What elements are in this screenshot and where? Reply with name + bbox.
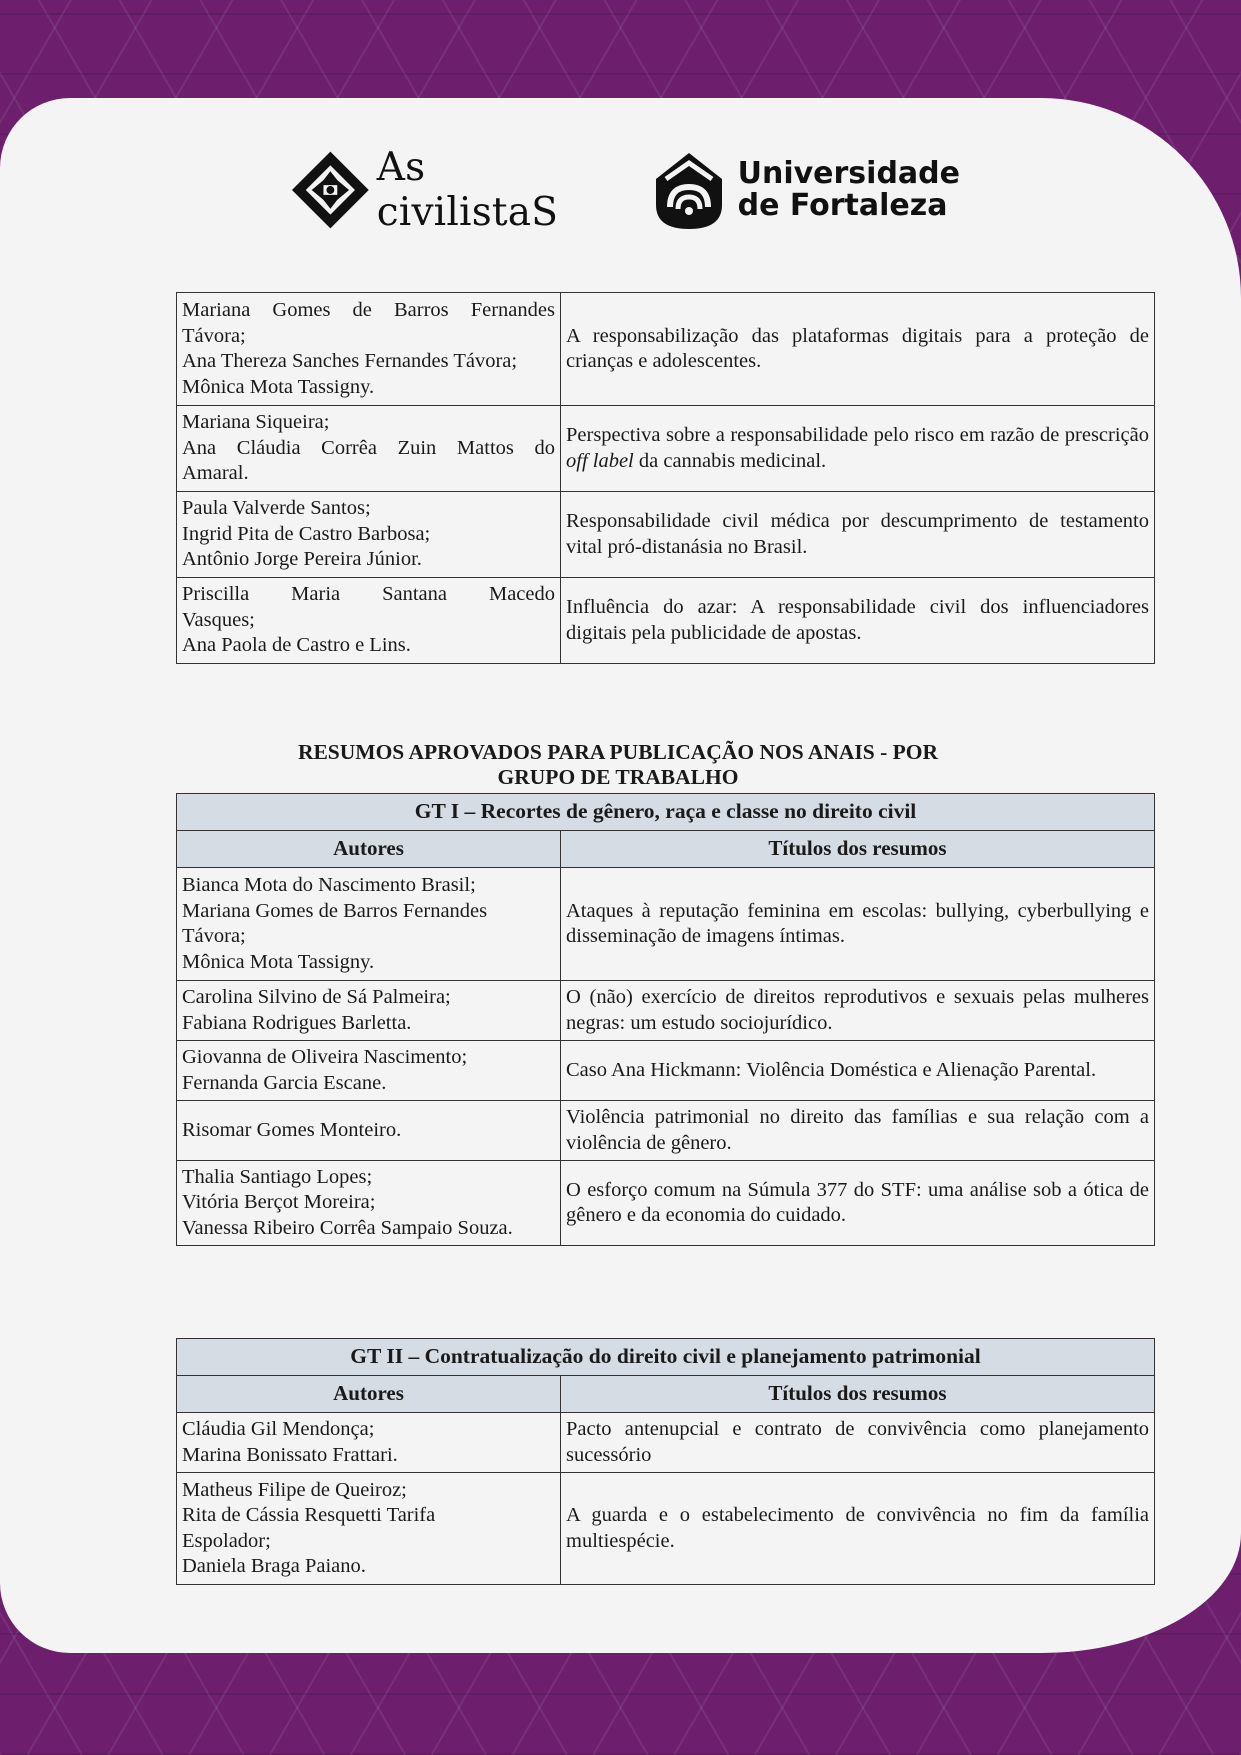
gt2-heading-row — [177, 1339, 1155, 1376]
author-line: Mariana Gomes de Barros Fernandes — [182, 299, 555, 321]
title-italic: off label — [566, 449, 634, 472]
author-line: Vasques; — [182, 608, 255, 631]
author-line: Vitória Berçot Moreira; — [182, 1191, 376, 1214]
gt1-heading-row — [177, 794, 1155, 831]
author-line: Daniela Braga Paiano. — [182, 1555, 366, 1577]
title-cell: Pacto antenupcial e contrato de convivência como planejamento sucessório — [561, 1413, 1155, 1473]
authors-cell — [177, 1101, 561, 1161]
column-header-authors: Autores — [177, 831, 561, 868]
table-row — [177, 1413, 1155, 1473]
gt2-table — [176, 1338, 1155, 1585]
title-text: da cannabis medicinal. — [633, 449, 827, 472]
table-row — [177, 1161, 1155, 1246]
gt2-heading: GT II – Contratualização do direito civil e planejamento patrimonial — [177, 1339, 1155, 1376]
civilistas-emblem-icon — [290, 149, 371, 231]
section-heading — [176, 740, 1060, 790]
author-line: Marina Bonissato Frattari. — [182, 1443, 398, 1466]
title-cell: Influência do azar: A responsabilidade civil dos influenciadores digitais pela publicidade de apostas. — [561, 578, 1155, 664]
author-line: Ana Thereza Sanches Fernandes Távora; — [182, 350, 518, 372]
column-header-titles: Títulos dos resumos — [561, 831, 1155, 868]
title-cell: Violência patrimonial no direito das famílias e sua relação com a violência de gênero. — [561, 1101, 1155, 1161]
author-line: Rita de Cássia Resquetti Tarifa — [182, 1504, 436, 1526]
table-row — [177, 1041, 1155, 1101]
author-line: Paula Valverde Santos; — [182, 497, 371, 520]
table-row — [177, 293, 1155, 406]
section-heading-line2: GRUPO DE TRABALHO — [497, 765, 739, 789]
author-line: Mônica Mota Tassigny. — [182, 375, 375, 398]
title-cell: Caso Ana Hickmann: Violência Doméstica e Alienação Parental. — [561, 1041, 1155, 1101]
author-line: Ana Cláudia Corrêa Zuin Mattos do — [182, 436, 555, 459]
author-line: Mariana Siqueira; — [182, 411, 330, 434]
title-cell: A guarda e o estabelecimento de convivência no fim da família multiespécie. — [561, 1473, 1155, 1585]
author-line: Távora; — [182, 324, 246, 347]
authors-cell — [177, 981, 561, 1041]
gt1-column-header-row — [177, 831, 1155, 868]
unifor-line1: Universidade — [737, 156, 960, 191]
gt1-table — [176, 793, 1155, 1246]
civilistas-wordmark: As civilistaS — [376, 145, 559, 235]
table-row — [177, 578, 1155, 664]
author-line: Thalia Santiago Lopes; — [182, 1165, 373, 1188]
authors-cell — [177, 1413, 561, 1473]
author-line: Ingrid Pita de Castro Barbosa; — [182, 522, 431, 545]
title-cell: O (não) exercício de direitos reprodutivos e sexuais pelas mulheres negras: um estudo sociojurídico. — [561, 981, 1155, 1041]
authors-cell — [177, 578, 561, 664]
authors-cell — [177, 1041, 561, 1101]
title-cell: Responsabilidade civil médica por descumprimento de testamento vital pró-distanásia no Brasil. — [561, 492, 1155, 578]
author-line: Cláudia Gil Mendonça; — [182, 1418, 375, 1440]
author-line: Mônica Mota Tassigny. — [182, 950, 375, 973]
table-row — [177, 981, 1155, 1041]
author-line: Priscilla Maria Santana Macedo — [182, 583, 555, 606]
author-line: Amaral. — [182, 462, 249, 485]
title-cell — [561, 406, 1155, 492]
author-line: Risomar Gomes Monteiro. — [182, 1118, 402, 1141]
table-row — [177, 1473, 1155, 1585]
authors-cell — [177, 1473, 561, 1585]
title-cell: Ataques à reputação feminina em escolas: bullying, cyberbullying e disseminação de imagens íntimas. — [561, 868, 1155, 981]
unifor-emblem-icon — [650, 149, 728, 231]
authors-cell — [177, 406, 561, 492]
unifor-logo — [650, 149, 960, 231]
unifor-wordmark — [738, 158, 960, 222]
table-row — [177, 1101, 1155, 1161]
author-line: Carolina Silvino de Sá Palmeira; — [182, 986, 451, 1008]
column-header-titles: Títulos dos resumos — [561, 1376, 1155, 1413]
author-line: Espolador; — [182, 1529, 271, 1552]
author-line: Fernanda Garcia Escane. — [182, 1071, 387, 1094]
author-line: Mariana Gomes de Barros Fernandes — [182, 899, 488, 922]
table-row — [177, 868, 1155, 981]
authors-cell — [177, 1161, 561, 1246]
civilistas-logo — [290, 145, 616, 235]
title-cell: A responsabilização das plataformas digitais para a proteção de crianças e adolescentes. — [561, 293, 1155, 406]
authors-cell — [177, 868, 561, 981]
gt2-column-header-row — [177, 1376, 1155, 1413]
top-table — [176, 292, 1155, 664]
author-line: Távora; — [182, 925, 246, 947]
table-row — [177, 492, 1155, 578]
author-line: Giovanna de Oliveira Nascimento; — [182, 1046, 468, 1068]
column-header-authors: Autores — [177, 1376, 561, 1413]
authors-cell — [177, 293, 561, 406]
section-heading-line1: RESUMOS APROVADOS PARA PUBLICAÇÃO NOS ANAIS - POR — [297, 740, 939, 764]
author-line: Ana Paola de Castro e Lins. — [182, 634, 411, 657]
title-cell: O esforço comum na Súmula 377 do STF: uma análise sob a ótica de gênero e da economia do cuidado. — [561, 1161, 1155, 1246]
authors-cell — [177, 492, 561, 578]
author-line: Antônio Jorge Pereira Júnior. — [182, 548, 422, 571]
author-line: Bianca Mota do Nascimento Brasil; — [182, 874, 476, 896]
title-text: Perspectiva sobre a responsabilidade pelo risco em razão de prescrição — [566, 424, 1149, 446]
unifor-line2: de Fortaleza — [737, 188, 948, 223]
gt1-heading: GT I – Recortes de gênero, raça e classe no direito civil — [177, 794, 1155, 831]
author-line: Fabiana Rodrigues Barletta. — [182, 1011, 412, 1034]
author-line: Matheus Filipe de Queiroz; — [182, 1478, 407, 1501]
author-line: Vanessa Ribeiro Corrêa Sampaio Souza. — [182, 1216, 513, 1239]
table-row — [177, 406, 1155, 492]
header-logos — [290, 142, 960, 238]
